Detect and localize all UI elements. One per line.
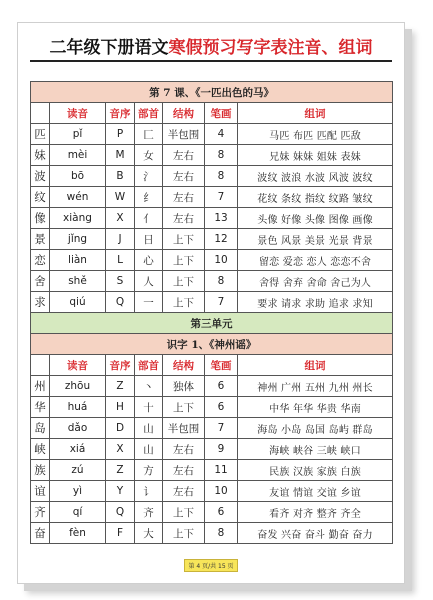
table-row xyxy=(31,523,393,544)
column-header: 读音 xyxy=(50,355,106,376)
radical-cell: 氵 xyxy=(135,166,163,187)
radical-cell: 一 xyxy=(135,292,163,313)
pinyin-cell: liàn xyxy=(50,250,106,271)
radical-cell: 匚 xyxy=(135,124,163,145)
initial-cell: B xyxy=(106,166,135,187)
character-cell: 匹 xyxy=(31,124,50,145)
unit-heading xyxy=(31,313,393,334)
word-list-cell: 马匹 布匹 匹配 匹敌 xyxy=(238,124,393,145)
structure-cell: 左右 xyxy=(163,481,205,502)
radical-cell: 丶 xyxy=(135,376,163,397)
initial-cell: F xyxy=(106,523,135,544)
initial-cell: D xyxy=(106,418,135,439)
title-black-part: 二年级下册语文 xyxy=(49,38,169,58)
character-cell: 恋 xyxy=(31,250,50,271)
initial-cell: M xyxy=(106,145,135,166)
character-cell: 妹 xyxy=(31,145,50,166)
strokes-cell: 7 xyxy=(205,418,238,439)
column-header: 读音 xyxy=(50,103,106,124)
word-list-cell: 友谊 情谊 交谊 乡谊 xyxy=(238,481,393,502)
initial-cell: Y xyxy=(106,481,135,502)
table-row xyxy=(31,250,393,271)
word-list-cell: 奋发 兴奋 奋斗 勤奋 奋力 xyxy=(238,523,393,544)
column-header: 结构 xyxy=(163,103,205,124)
strokes-cell: 8 xyxy=(205,166,238,187)
structure-cell: 半包围 xyxy=(163,418,205,439)
strokes-cell: 8 xyxy=(205,523,238,544)
table-row xyxy=(31,229,393,250)
pinyin-cell: zú xyxy=(50,460,106,481)
strokes-cell: 7 xyxy=(205,187,238,208)
table-header-row xyxy=(31,103,393,124)
structure-cell: 左右 xyxy=(163,145,205,166)
strokes-cell: 4 xyxy=(205,124,238,145)
header-blank xyxy=(31,103,50,124)
table-row xyxy=(31,481,393,502)
table-row xyxy=(31,502,393,523)
word-list-cell: 民族 汉族 家族 白族 xyxy=(238,460,393,481)
word-list-cell: 中华 年华 华贵 华南 xyxy=(238,397,393,418)
character-cell: 峡 xyxy=(31,439,50,460)
vocabulary-table xyxy=(30,81,393,544)
lesson-heading-text: 识字 1、《神州谣》 xyxy=(31,334,393,355)
word-list-cell: 要求 请求 求助 追求 求知 xyxy=(238,292,393,313)
word-list-cell: 留恋 爱恋 恋人 恋恋不舍 xyxy=(238,250,393,271)
pinyin-cell: fèn xyxy=(50,523,106,544)
initial-cell: Q xyxy=(106,292,135,313)
strokes-cell: 6 xyxy=(205,376,238,397)
header-blank xyxy=(31,355,50,376)
unit-heading-text: 第三单元 xyxy=(31,313,393,334)
page-title xyxy=(18,33,404,58)
word-list-cell: 舍得 舍弃 舍命 舍己为人 xyxy=(238,271,393,292)
structure-cell: 上下 xyxy=(163,271,205,292)
structure-cell: 上下 xyxy=(163,250,205,271)
strokes-cell: 6 xyxy=(205,502,238,523)
structure-cell: 左右 xyxy=(163,460,205,481)
lesson-heading-text: 第 7 课、《一匹出色的马》 xyxy=(31,82,393,103)
strokes-cell: 9 xyxy=(205,439,238,460)
table-row xyxy=(31,376,393,397)
structure-cell: 上下 xyxy=(163,502,205,523)
character-cell: 华 xyxy=(31,397,50,418)
character-cell: 求 xyxy=(31,292,50,313)
table-row xyxy=(31,208,393,229)
lesson-heading xyxy=(31,82,393,103)
table-row xyxy=(31,124,393,145)
table-row xyxy=(31,460,393,481)
title-red-part: 寒假预习写字表注音、组词 xyxy=(168,38,373,58)
table-row xyxy=(31,292,393,313)
strokes-cell: 13 xyxy=(205,208,238,229)
strokes-cell: 11 xyxy=(205,460,238,481)
initial-cell: H xyxy=(106,397,135,418)
word-list-cell: 头像 好像 头像 图像 画像 xyxy=(238,208,393,229)
pinyin-cell: pǐ xyxy=(50,124,106,145)
character-cell: 纹 xyxy=(31,187,50,208)
initial-cell: L xyxy=(106,250,135,271)
initial-cell: Q xyxy=(106,502,135,523)
initial-cell: Z xyxy=(106,376,135,397)
strokes-cell: 8 xyxy=(205,271,238,292)
initial-cell: S xyxy=(106,271,135,292)
structure-cell: 左右 xyxy=(163,166,205,187)
strokes-cell: 10 xyxy=(205,481,238,502)
word-list-cell: 花纹 条纹 指纹 纹路 皱纹 xyxy=(238,187,393,208)
table-row xyxy=(31,166,393,187)
pinyin-cell: zhōu xyxy=(50,376,106,397)
pinyin-cell: yì xyxy=(50,481,106,502)
structure-cell: 独体 xyxy=(163,376,205,397)
strokes-cell: 8 xyxy=(205,145,238,166)
structure-cell: 左右 xyxy=(163,439,205,460)
pinyin-cell: bō xyxy=(50,166,106,187)
column-header: 笔画 xyxy=(205,355,238,376)
vocabulary-table-body xyxy=(31,82,393,544)
word-list-cell: 神州 广州 五州 九州 州长 xyxy=(238,376,393,397)
initial-cell: P xyxy=(106,124,135,145)
column-header: 音序 xyxy=(106,103,135,124)
radical-cell: 齐 xyxy=(135,502,163,523)
character-cell: 景 xyxy=(31,229,50,250)
structure-cell: 左右 xyxy=(163,187,205,208)
word-list-cell: 兄妹 妹妹 姐妹 表妹 xyxy=(238,145,393,166)
table-row xyxy=(31,418,393,439)
character-cell: 族 xyxy=(31,460,50,481)
column-header: 音序 xyxy=(106,355,135,376)
initial-cell: J xyxy=(106,229,135,250)
radical-cell: 山 xyxy=(135,418,163,439)
pinyin-cell: xiá xyxy=(50,439,106,460)
structure-cell: 左右 xyxy=(163,208,205,229)
character-cell: 舍 xyxy=(31,271,50,292)
word-list-cell: 波纹 波浪 水波 风波 波纹 xyxy=(238,166,393,187)
structure-cell: 上下 xyxy=(163,397,205,418)
page-footer xyxy=(18,553,404,572)
character-cell: 齐 xyxy=(31,502,50,523)
radical-cell: 大 xyxy=(135,523,163,544)
radical-cell: 心 xyxy=(135,250,163,271)
radical-cell: 纟 xyxy=(135,187,163,208)
pinyin-cell: huá xyxy=(50,397,106,418)
table-row xyxy=(31,271,393,292)
pinyin-cell: mèi xyxy=(50,145,106,166)
character-cell: 波 xyxy=(31,166,50,187)
table-row xyxy=(31,187,393,208)
radical-cell: 山 xyxy=(135,439,163,460)
lesson-heading xyxy=(31,334,393,355)
structure-cell: 上下 xyxy=(163,292,205,313)
radical-cell: 人 xyxy=(135,271,163,292)
character-cell: 奋 xyxy=(31,523,50,544)
initial-cell: Z xyxy=(106,460,135,481)
structure-cell: 上下 xyxy=(163,523,205,544)
table-row xyxy=(31,439,393,460)
pinyin-cell: shě xyxy=(50,271,106,292)
pinyin-cell: qí xyxy=(50,502,106,523)
pinyin-cell: jǐng xyxy=(50,229,106,250)
structure-cell: 上下 xyxy=(163,229,205,250)
initial-cell: X xyxy=(106,439,135,460)
initial-cell: W xyxy=(106,187,135,208)
column-header: 组词 xyxy=(238,103,393,124)
structure-cell: 半包围 xyxy=(163,124,205,145)
column-header: 部首 xyxy=(135,355,163,376)
word-list-cell: 景色 风景 美景 光景 背景 xyxy=(238,229,393,250)
document-page xyxy=(17,22,405,584)
pinyin-cell: qiú xyxy=(50,292,106,313)
column-header: 组词 xyxy=(238,355,393,376)
strokes-cell: 7 xyxy=(205,292,238,313)
radical-cell: 十 xyxy=(135,397,163,418)
radical-cell: 女 xyxy=(135,145,163,166)
radical-cell: 方 xyxy=(135,460,163,481)
character-cell: 岛 xyxy=(31,418,50,439)
radical-cell: 亻 xyxy=(135,208,163,229)
character-cell: 像 xyxy=(31,208,50,229)
radical-cell: 日 xyxy=(135,229,163,250)
table-row xyxy=(31,145,393,166)
title-underline xyxy=(30,60,392,62)
strokes-cell: 12 xyxy=(205,229,238,250)
strokes-cell: 6 xyxy=(205,397,238,418)
initial-cell: X xyxy=(106,208,135,229)
table-header-row xyxy=(31,355,393,376)
radical-cell: 讠 xyxy=(135,481,163,502)
column-header: 部首 xyxy=(135,103,163,124)
page-number: 第 4 页/共 15 页 xyxy=(184,559,237,572)
table-row xyxy=(31,397,393,418)
column-header: 结构 xyxy=(163,355,205,376)
pinyin-cell: xiàng xyxy=(50,208,106,229)
pinyin-cell: dǎo xyxy=(50,418,106,439)
character-cell: 州 xyxy=(31,376,50,397)
character-cell: 谊 xyxy=(31,481,50,502)
word-list-cell: 海峡 峡谷 三峡 峡口 xyxy=(238,439,393,460)
strokes-cell: 10 xyxy=(205,250,238,271)
pinyin-cell: wén xyxy=(50,187,106,208)
column-header: 笔画 xyxy=(205,103,238,124)
word-list-cell: 海岛 小岛 岛国 岛屿 群岛 xyxy=(238,418,393,439)
word-list-cell: 看齐 对齐 整齐 齐全 xyxy=(238,502,393,523)
